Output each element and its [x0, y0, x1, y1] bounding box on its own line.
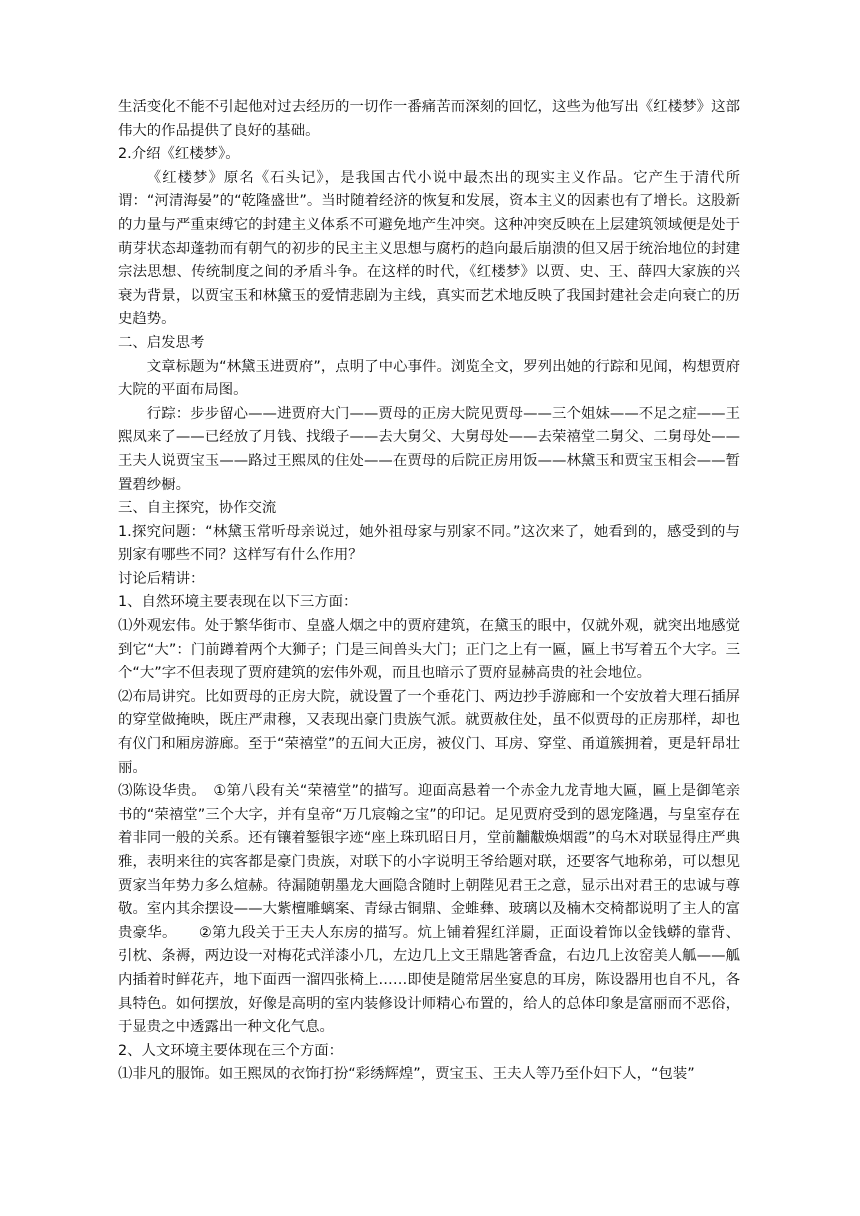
section-heading: 三、自主探究，协作交流: [118, 500, 277, 517]
paragraph: 《红楼梦》原名《石头记》，是我国古代小说中最杰出的现实主义作品。它产生于清代所谓：“河清海晏”的“乾隆盛世”。当时随着经济的恢复和发展，资本主义的因素也有了增长。这股新的力量与严重束缚它的封建主义体系不可避免地产生冲突。这种冲突反映在上层建筑领域便是处于萌芽状态却蓬勃而有朝气的初步的民主主义思想与腐朽的趋向最后崩溃的但又居于统治地位的封建宗法思想、传统制度之间的矛盾斗争。在这样的时代，《红楼梦》以贾、史、王、薛四大家族的兴衰为背景，以贾宝玉和林黛玉的爱情悲剧为主线，真实而艺术地反映了我国封建社会走向衰亡的历史趋势。: [118, 169, 740, 328]
subheading: 1、自然环境主要表现在以下三方面：: [118, 594, 358, 611]
paragraph: 讨论后精讲：: [118, 570, 205, 587]
paragraph: ⑴非凡的服饰。如王熙凤的衣饰打扮“彩绣辉煌”，贾宝玉、王夫人等乃至仆妇下人，“包装”: [118, 1066, 695, 1083]
document-page: [118, 96, 740, 1087]
paragraph: ⑵布局讲究。比如贾母的正房大院，就设置了一个垂花门、两边抄手游廊和一个安放着大理石插屏的穿堂做掩映，既庄严肃穆，又表现出豪门贵族气派。就贾赦住处，虽不似贾母的正房那样，却也有仪门和厢房游廊。至于“荣禧堂”的五间大正房，被仪门、耳房、穿堂、甬道簇拥着，更是轩昂壮丽。: [118, 688, 740, 776]
subheading: 2、人文环境主要体现在三个方面：: [118, 1042, 344, 1059]
paragraph: 文章标题为“林黛玉进贾府”，点明了中心事件。浏览全文，罗列出她的行踪和见闻，构想贾府大院的平面布局图。: [118, 358, 740, 399]
paragraph: ⑴外观宏伟。处于繁华街市、皇盛人烟之中的贾府建筑，在黛玉的眼中，仅就外观，就突出地感觉到它“大”：门前蹲着两个大狮子；门是三间兽头大门；正门之上有一匾，匾上书写着五个大字。三个“大”字不但表现了贾府建筑的宏伟外观，而且也暗示了贾府显赫高贵的社会地位。: [118, 618, 740, 682]
question-paragraph: 1.探究问题：“林黛玉常听母亲说过，她外祖母家与别家不同。”这次来了，她看到的，感受到的与别家有哪些不同？这样写有什么作用？: [118, 523, 740, 564]
paragraph: 行踪：步步留心——进贾府大门——贾母的正房大院见贾母——三个姐妹——不足之症——王熙凤来了——已经放了月钱、找缎子——去大舅父、大舅母处——去荣禧堂二舅父、二舅母处——王夫人说贾宝玉——路过王熙凤的住处——在贾母的后院正房用饭——林黛玉和贾宝玉相会——暂置碧纱橱。: [118, 405, 740, 493]
section-heading: 2.介绍《红楼梦》。: [118, 146, 240, 163]
paragraph: 生活变化不能不引起他对过去经历的一切作一番痛苦而深刻的回忆，这些为他写出《红楼梦》这部伟大的作品提供了良好的基础。: [118, 99, 740, 139]
section-heading: 二、启发思考: [118, 334, 205, 351]
paragraph: ⑶陈设华贵。 ①第八段有关“荣禧堂”的描写。迎面高悬着一个赤金九龙青地大匾，匾上是御笔亲书的“荣禧堂”三个大字，并有皇帝“万几宸翰之宝”的印记。足见贾府受到的恩宠隆遇，与皇室存在着非同一般的关系。还有镶着錾银字迹“座上珠玑昭日月，堂前黼黻焕烟霞”的乌木对联显得庄严典雅，表明来往的宾客都是豪门贵族，对联下的小字说明王爷给题对联，还要客气地称弟，可以想见贾家当年势力多么煊赫。待漏随朝墨龙大画隐含随时上朝陛见君王之意，显示出对君王的忠诚与尊敬。室内其余摆设——大紫檀雕螭案、青绿古铜鼎、金蜼彝、玻璃以及楠木交椅都说明了主人的富贵豪华。 ②第九段关于王夫人东房的描写。炕上铺着猩红洋罽，正面设着饰以金钱蟒的靠背、引枕、条褥，两边设一对梅花式洋漆小几，左边几上文王鼎匙箸香盒，右边几上汝窑美人觚——觚内插着时鲜花卉，地下面西一溜四张椅上……即使是随常居坐宴息的耳房，陈设器用也自不凡，各具特色。如何摆放，好像是高明的室内装修设计师精心布置的，给人的总体印象是富丽而不恶俗，于显贵之中透露出一种文化气息。: [118, 783, 740, 1036]
